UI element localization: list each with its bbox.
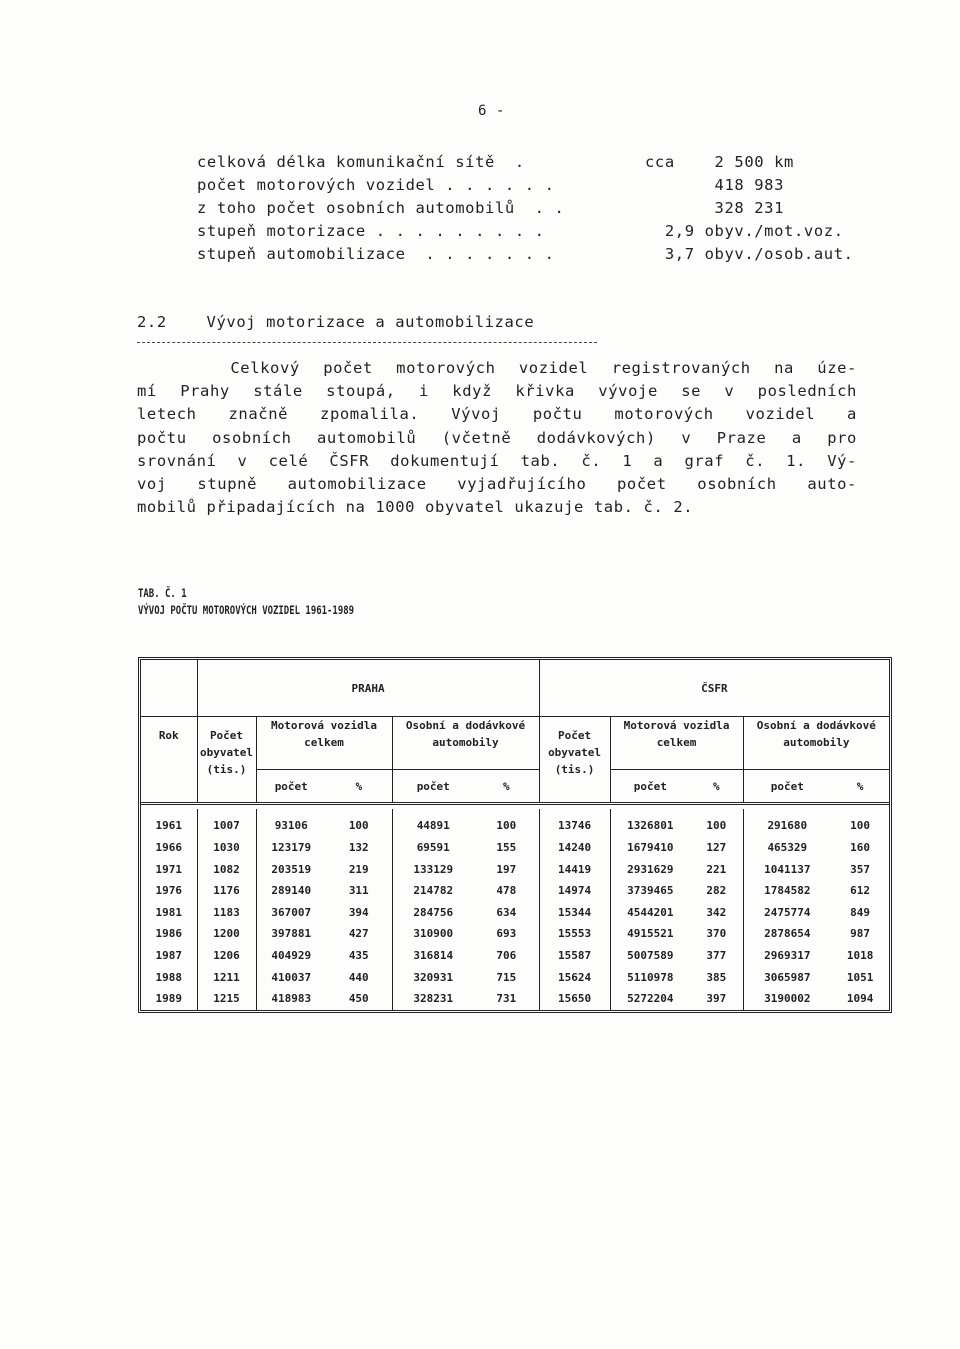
- stat-label: stupeň motorizace . . . . . . . . .: [197, 222, 545, 240]
- table-cell: 342: [706, 905, 727, 919]
- table-cell: 404929: [256, 945, 326, 967]
- table-cell: 289140: [256, 880, 326, 902]
- table-cell: 282: [706, 884, 727, 898]
- stat-label: počet motorových vozidel . . . . . .: [197, 176, 555, 194]
- table-cell: 2475774: [743, 902, 831, 924]
- table-cell: 316814: [392, 945, 474, 967]
- table-row: [141, 880, 889, 902]
- table-cell: 1326801: [610, 809, 690, 837]
- table-cell: 127: [706, 841, 727, 855]
- year-cell: 1961: [155, 819, 182, 833]
- table-cell: 367007: [256, 902, 326, 924]
- table-cell: 15624: [539, 967, 610, 989]
- table-cell: 132: [348, 841, 369, 855]
- table-cell: 1183: [197, 902, 256, 924]
- table-cell: 377: [706, 949, 727, 962]
- stat-label: z toho počet osobních automobilů . .: [197, 199, 565, 217]
- table-cell: 328231: [392, 988, 474, 1010]
- header-line: Osobní a dodávkové: [756, 719, 876, 732]
- table-row: [141, 809, 889, 837]
- stat-label: celková délka komunikační sítě .: [197, 153, 525, 171]
- table-cell: 100: [850, 819, 871, 833]
- unit-percent: %: [474, 770, 539, 804]
- year-cell: 1986: [155, 927, 182, 941]
- header-line: Počet: [558, 729, 592, 742]
- header-line: Motorová vozidla: [623, 719, 730, 732]
- table-cell: 427: [348, 927, 369, 941]
- header-line: automobily: [432, 736, 499, 749]
- table-cell: 385: [706, 970, 727, 984]
- unit-count: počet: [392, 770, 474, 804]
- column-header-motor-vehicles: [256, 717, 392, 770]
- table-cell: 310900: [392, 924, 474, 946]
- table-cell: 13746: [539, 809, 610, 837]
- table-title: VÝVOJ POČTU MOTOROVÝCH VOZIDEL 1961-1989: [138, 603, 355, 617]
- stat-row: [197, 220, 897, 243]
- table-cell: 1200: [197, 924, 256, 946]
- table-cell: 418983: [256, 988, 326, 1010]
- year-cell: 1976: [155, 884, 182, 898]
- section-number: 2.2: [137, 313, 167, 331]
- table-cell: 284756: [392, 902, 474, 924]
- table-cell: 4915521: [610, 924, 690, 946]
- column-header-passenger-cars: [743, 717, 889, 770]
- header-line: (tis.): [206, 763, 247, 776]
- column-header-motor-vehicles: [610, 717, 743, 770]
- group-header-csfr: ČSFR: [539, 660, 889, 717]
- table-cell: 100: [706, 819, 727, 833]
- table-cell: 1007: [197, 809, 256, 837]
- header-empty: [141, 660, 197, 717]
- table-cell: 2878654: [743, 924, 831, 946]
- table-cell: 219: [348, 862, 369, 876]
- paragraph-line: letech značně zpomalila. Vývoj počtu motorových vozidel a: [137, 405, 857, 424]
- column-header-year: Rok: [158, 729, 179, 742]
- table-cell: 14974: [539, 880, 610, 902]
- page-number: 6 -: [478, 103, 506, 119]
- table-row: [141, 837, 889, 859]
- table-cell: 397881: [256, 924, 326, 946]
- unit-percent: %: [690, 770, 743, 804]
- table-cell: 14419: [539, 859, 610, 881]
- table-cell: 1211: [197, 967, 256, 989]
- table-cell: 706: [496, 949, 517, 962]
- table-cell: 1030: [197, 837, 256, 859]
- table-cell: 1784582: [743, 880, 831, 902]
- table-cell: 93106: [256, 809, 326, 837]
- table-cell: 1094: [846, 992, 874, 1006]
- table-cell: 69591: [392, 837, 474, 859]
- heading-underline: [137, 342, 597, 343]
- stat-row: [197, 174, 897, 197]
- table-row: [141, 924, 889, 946]
- table-cell: 715: [496, 970, 517, 984]
- header-line: automobily: [783, 736, 850, 749]
- table-cell: 370: [706, 927, 727, 941]
- table-cell: 123179: [256, 837, 326, 859]
- table-caption: [138, 585, 354, 619]
- table-cell: 5272204: [610, 988, 690, 1010]
- table-cell: 1082: [197, 859, 256, 881]
- stat-value: 3,7 obyv./osob.aut.: [645, 245, 854, 263]
- table-cell: 14240: [539, 837, 610, 859]
- year-cell: 1966: [155, 841, 182, 855]
- table-cell: 397: [706, 992, 727, 1006]
- table-cell: 394: [348, 905, 369, 919]
- header-line: celkem: [656, 736, 697, 749]
- header-line: obyvatel: [200, 746, 253, 759]
- table-cell: 5007589: [610, 945, 690, 967]
- stat-value: cca 2 500 km: [645, 153, 794, 171]
- table-cell: 693: [496, 927, 517, 941]
- table-cell: 1206: [197, 945, 256, 967]
- year-cell: 1981: [155, 905, 182, 919]
- table-cell: 410037: [256, 967, 326, 989]
- table-cell: 133129: [392, 859, 474, 881]
- year-cell: 1988: [155, 970, 182, 984]
- table-cell: 203519: [256, 859, 326, 881]
- table-cell: 440: [348, 970, 369, 984]
- table-cell: 357: [850, 862, 871, 876]
- table-cell: 1176: [197, 880, 256, 902]
- table-cell: 1018: [846, 949, 874, 962]
- summary-stats: [197, 151, 897, 266]
- column-header-passenger-cars: [392, 717, 539, 770]
- table-cell: 1041137: [743, 859, 831, 881]
- stat-value: 328 231: [645, 199, 785, 217]
- table-cell: 221: [706, 862, 727, 876]
- unit-percent: %: [326, 770, 392, 804]
- table-cell: 1679410: [610, 837, 690, 859]
- table-cell: 2931629: [610, 859, 690, 881]
- header-line: Počet: [209, 729, 244, 742]
- header-line: celkem: [304, 736, 344, 749]
- year-cell: 1971: [155, 862, 182, 876]
- table-cell: 634: [496, 905, 517, 919]
- table-row: [141, 988, 889, 1010]
- paragraph-line: Celkový počet motorových vozidel registrovaných na úze-: [137, 359, 857, 377]
- table-cell: 1215: [197, 988, 256, 1010]
- stat-label: stupeň automobilizace . . . . . . .: [197, 245, 555, 263]
- table-cell: 15553: [539, 924, 610, 946]
- column-header-population: [539, 717, 610, 804]
- section-heading: [137, 313, 534, 331]
- table-cell: 100: [496, 819, 517, 833]
- stat-row: [197, 151, 897, 174]
- table-cell: 160: [850, 841, 871, 855]
- table-cell: 2969317: [743, 945, 831, 967]
- table-body: [141, 809, 889, 1010]
- paragraph-line: mí Prahy stále stoupá, i když křivka vývoje se v posledních: [137, 382, 857, 401]
- table-cell: 197: [496, 862, 517, 876]
- paragraph-line: mobilů připadajících na 1000 obyvatel ukazuje tab. č. 2.: [137, 498, 694, 517]
- stat-value: 418 983: [645, 176, 785, 194]
- unit-count: počet: [743, 770, 831, 804]
- table-cell: 100: [348, 819, 369, 833]
- motor-vehicles-table: [141, 660, 889, 1010]
- table-cell: 291680: [743, 809, 831, 837]
- header-line: Osobní a dodávkové: [405, 719, 526, 732]
- table-cell: 15587: [539, 945, 610, 967]
- table-cell: 435: [348, 949, 369, 962]
- section-title: Vývoj motorizace a automobilizace: [206, 313, 535, 331]
- table-cell: 987: [850, 927, 871, 941]
- paragraph-line: voj stupně automobilizace vyjadřujícího počet osobních auto-: [137, 474, 857, 493]
- stat-row: [197, 197, 897, 220]
- table-row: [141, 859, 889, 881]
- table-cell: 731: [496, 992, 517, 1006]
- table-cell: 155: [496, 841, 517, 855]
- table-cell: 15344: [539, 902, 610, 924]
- table-cell: 3190002: [743, 988, 831, 1010]
- group-header-praha: PRAHA: [197, 660, 539, 717]
- table-cell: 465329: [743, 837, 831, 859]
- header-line: Motorová vozidla: [271, 719, 377, 732]
- body-paragraph: [137, 357, 857, 519]
- stat-value: 2,9 obyv./mot.voz.: [645, 222, 844, 240]
- paragraph-line: počtu osobních automobilů (včetně dodávkových) v Praze a pro: [137, 428, 857, 447]
- table-row: [141, 967, 889, 989]
- table-cell: 612: [850, 884, 871, 898]
- table-cell: 849: [850, 905, 871, 919]
- table-cell: 1051: [846, 970, 874, 984]
- table-cell: 3739465: [610, 880, 690, 902]
- unit-count: počet: [256, 770, 326, 804]
- table-cell: 478: [496, 884, 517, 898]
- table-frame: [138, 657, 892, 1013]
- year-cell: 1987: [155, 949, 182, 962]
- unit-percent: %: [831, 770, 889, 804]
- stat-row: [197, 243, 897, 266]
- table-cell: 15650: [539, 988, 610, 1010]
- table-row: [141, 902, 889, 924]
- table-cell: 44891: [392, 809, 474, 837]
- paragraph-line: srovnání v celé ČSFR dokumentují tab. č. 1 a graf č. 1. Vý-: [137, 451, 857, 470]
- table-number: TAB. Č. 1: [138, 586, 187, 600]
- table-cell: 320931: [392, 967, 474, 989]
- table-cell: 4544201: [610, 902, 690, 924]
- column-header-population: [197, 717, 256, 804]
- table-cell: 214782: [392, 880, 474, 902]
- header-line: obyvatel: [548, 746, 602, 759]
- table-cell: 311: [348, 884, 369, 898]
- unit-count: počet: [610, 770, 690, 804]
- year-cell: 1989: [155, 992, 182, 1006]
- table-cell: 450: [348, 992, 369, 1006]
- table-cell: 5110978: [610, 967, 690, 989]
- table-cell: 3065987: [743, 967, 831, 989]
- table-row: [141, 945, 889, 967]
- header-line: (tis.): [554, 763, 595, 776]
